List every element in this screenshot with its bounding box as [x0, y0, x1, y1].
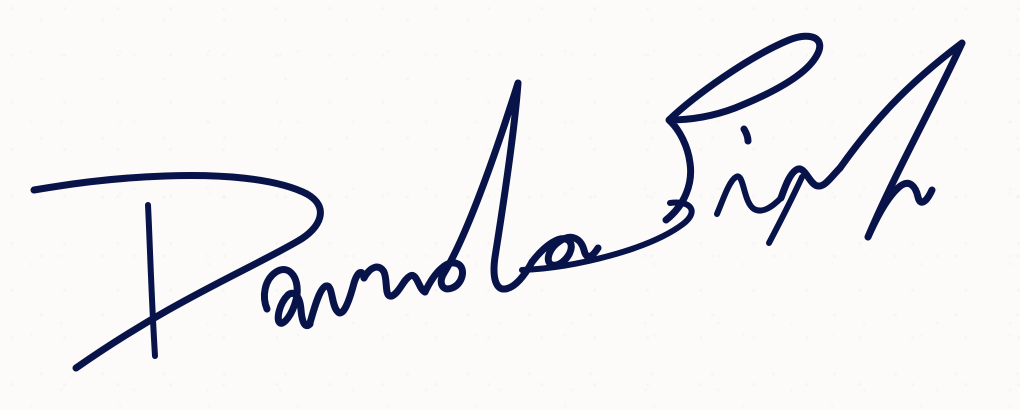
signature-stroke-h: [840, 43, 962, 237]
signature-stroke-d-stem: [148, 205, 155, 356]
signature-stroke-v: [310, 273, 364, 323]
signature-stroke-i-dot: [744, 129, 748, 141]
signature-stroke-i-n: [364, 267, 425, 296]
signature-stroke-d-loop: [425, 83, 532, 292]
signature-stroke-a: [264, 270, 310, 326]
signature-stroke-n-g: [781, 168, 840, 198]
signature-stroke-i: [717, 176, 781, 214]
